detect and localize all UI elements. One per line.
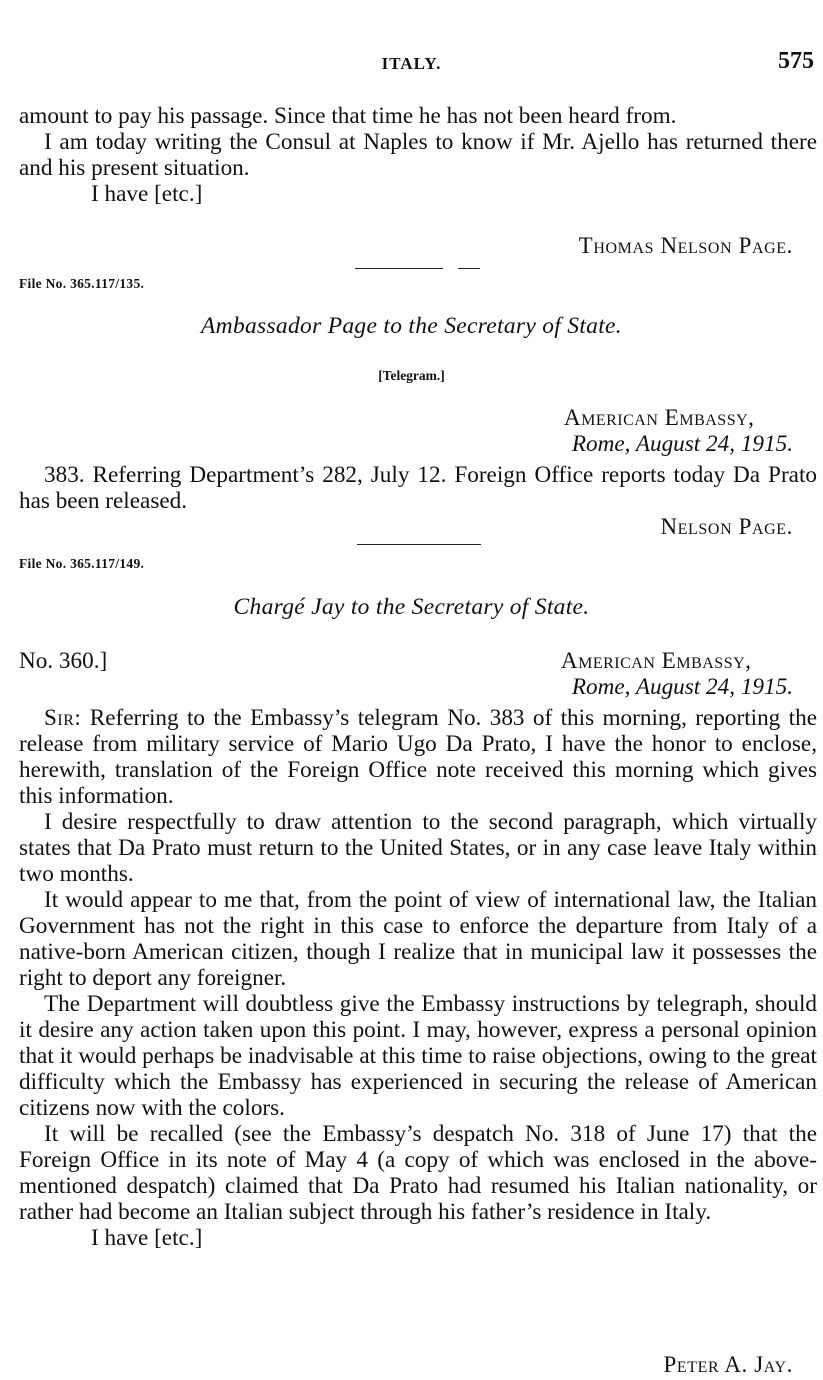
separator-rule [355,268,443,269]
doc3-paragraph-1 [19,705,817,809]
doc2-dateline [564,405,793,457]
doc2-text [19,462,817,514]
doc1-paragraph-2: I am today writing the Consul at Naples to know if Mr. Ajello has returned there and his present situation. [19,129,817,181]
doc3-paragraph-3: It would appear to me that, from the point of view of international law, the Italian Government has not the right in this case to enforce the departure from Italy of a native-born American citizen, though I realize that in municipal law it possesses the right to deport any foreigner. [19,887,817,991]
doc3-paragraph-4: The Department will doubtless give the Embassy instructions by telegraph, should it desire any action taken upon this point. I may, however, express a personal opinion that it would perhaps be inadvisable at this time to raise objections, owing to the great difficulty which the Embassy has experienced in securing the release of American citizens now with the colors. [19,991,817,1121]
doc1-text [19,103,817,207]
page-number: 575 [778,48,814,74]
doc3-closing: I have [etc.] [91,1225,203,1251]
doc3-place: American Embassy, [560,648,752,674]
doc3-date: Rome, August 24, 1915. [571,674,793,700]
doc2-signature: Nelson Page. [660,514,793,539]
doc3-paragraph-2: I desire respectfully to draw attention to the second paragraph, which virtually states that Da Prato must return to the United States, or in any case leave Italy within two months. [19,809,817,887]
doc3-paragraph-5: It will be recalled (see the Embassy’s despatch No. 318 of June 17) that the Foreign Office in its note of May 4 (a copy of which was enclosed in the above-mentioned despatch) claimed that Da Prato had resumed his Italian nationality, or rather had become an Italian subject through his father’s residence in Italy. [19,1121,817,1225]
separator-rule [357,544,481,545]
doc2-date: Rome, August 24, 1915. [571,431,793,457]
doc1-closing: I have [etc.] [91,181,203,207]
doc1-signature: Thomas Nelson Page. [578,233,793,258]
doc3-file-number: File No. 365.117/149. [19,556,145,571]
separator-rule-dash [458,268,480,269]
doc3-dateline [561,648,793,700]
running-title: ITALY. [381,54,442,73]
doc3-paragraph-1-text: Referring to the Embassy’s telegram No. 383 of this morning, reporting the release from military service of Mario Ugo Da Prato, I have the honor to enclose, herewith, translation of the Foreign Office note received this morning which gives this information. [19,705,817,809]
doc2-place: American Embassy, [563,405,755,431]
doc3-heading: Chargé Jay to the Secretary of State. [233,594,590,620]
doc1-paragraph-1: amount to pay his passage. Since that time he has not been heard from. [19,103,677,129]
doc3-salutation: Sir: [44,705,82,731]
doc3-despatch-number: No. 360.] [19,648,108,674]
doc2-heading: Ambassador Page to the Secretary of State. [201,313,622,339]
doc2-body: 383. Referring Department’s 282, July 12. Foreign Office reports today Da Prato has been released. [19,462,817,514]
doc3-signature: Peter A. Jay. [663,1352,793,1377]
doc2-file-number: File No. 365.117/135. [19,276,145,291]
doc3-text [19,705,817,1251]
doc2-telegram-label: [Telegram.] [378,368,445,383]
